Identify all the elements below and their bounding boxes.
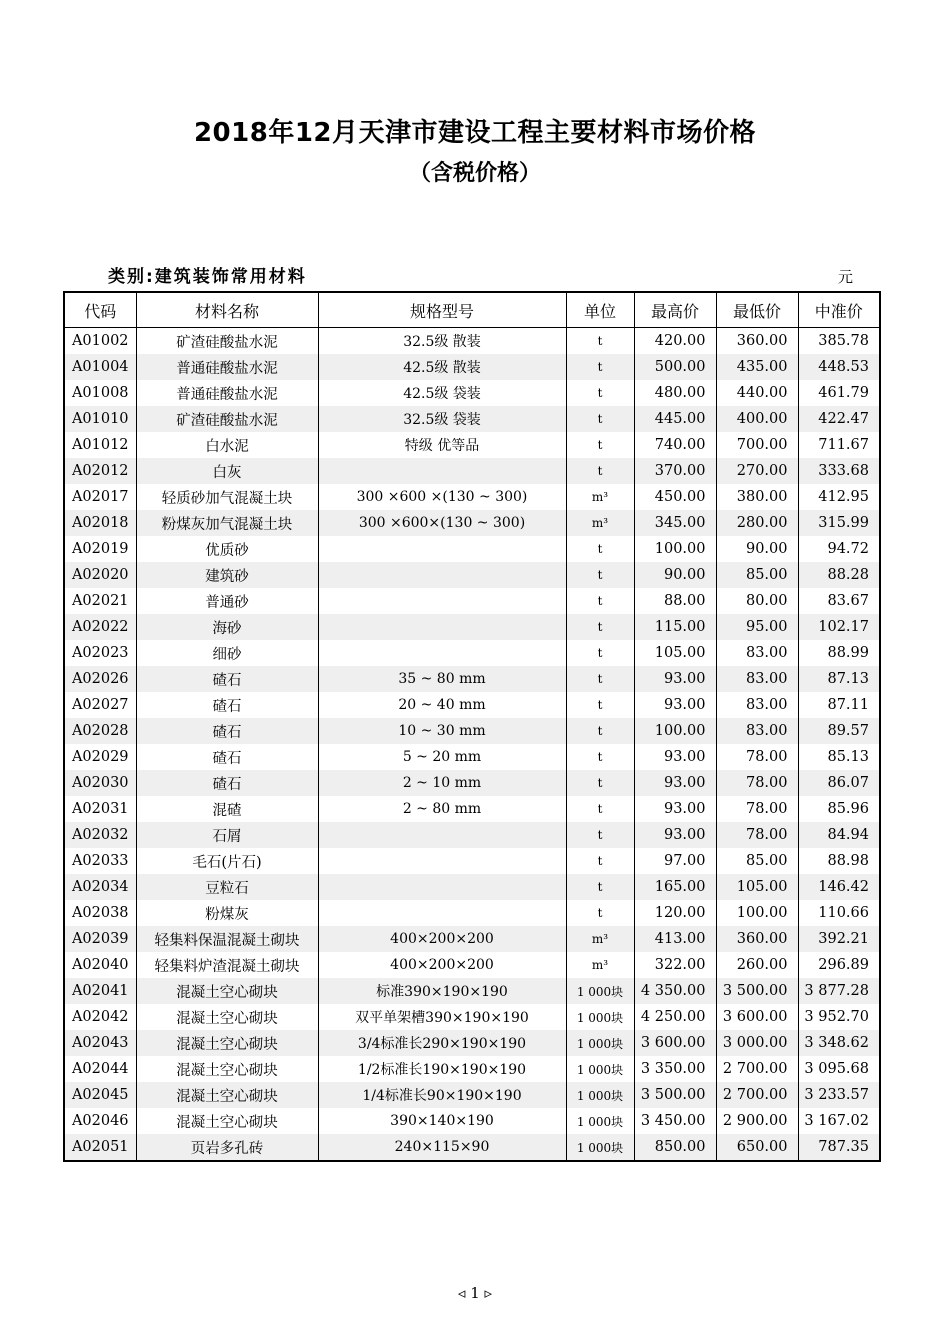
cell-min-price: 2 700.00 — [716, 1056, 798, 1082]
cell-median-price: 87.13 — [798, 666, 880, 692]
cell-min-price: 700.00 — [716, 432, 798, 458]
cell-code: A02040 — [71, 957, 129, 973]
cell-median-price: 83.67 — [798, 588, 880, 614]
table-row — [64, 588, 880, 614]
cell-median-price: 385.78 — [798, 328, 880, 355]
cell-material-name: 普通硅酸盐水泥 — [136, 380, 318, 406]
currency-unit-label: 元 — [838, 268, 854, 286]
cell-unit: 1 000块 — [566, 1004, 634, 1030]
cell-material-name: 混碴 — [136, 796, 318, 822]
cell-median-price: 3 952.70 — [798, 1004, 880, 1030]
cell-code: A02030 — [64, 770, 136, 796]
cell-material-name: 碴石 — [136, 770, 318, 796]
cell-unit: t — [566, 562, 634, 588]
cell-unit: t — [566, 640, 634, 666]
cell-median-price: 3 167.02 — [798, 1108, 880, 1134]
cell-min-price: 380.00 — [716, 484, 798, 510]
table-row — [64, 666, 880, 692]
cell-material-name: 混凝土空心砌块 — [136, 978, 318, 1004]
table-row — [64, 1056, 880, 1082]
cell-max-price: 3 600.00 — [634, 1030, 716, 1056]
cell-material-name: 混凝土空心砌块 — [136, 1082, 318, 1108]
table-row — [64, 432, 880, 458]
cell-max-price: 3 350.00 — [634, 1056, 716, 1082]
cell-max-price: 4 250.00 — [634, 1004, 716, 1030]
cell-spec: 300 ×600 ×(130 ~ 300) — [318, 484, 566, 510]
cell-max-price: 445.00 — [634, 406, 716, 432]
cell-code: A02012 — [64, 458, 136, 484]
cell-material-name: 白水泥 — [136, 432, 318, 458]
cell-spec — [318, 640, 566, 666]
cell-spec: 5 ~ 20 mm — [318, 744, 566, 770]
cell-code: A01002 — [71, 333, 129, 349]
cell-median-price: 3 877.28 — [798, 978, 880, 1004]
cell-median-price: 87.11 — [798, 692, 880, 718]
cell-unit: t — [566, 614, 634, 640]
cell-spec: 400×200×200 — [318, 926, 566, 952]
table-row — [64, 900, 880, 926]
cell-median-price: 412.95 — [798, 484, 880, 510]
cell-material-name: 混凝土空心砌块 — [136, 1108, 318, 1134]
cell-spec — [318, 848, 566, 874]
cell-code: A02027 — [71, 697, 129, 713]
cell-max-price: 450.00 — [634, 484, 716, 510]
table-row — [64, 1082, 880, 1108]
cell-unit: t — [566, 588, 634, 614]
table-row — [64, 328, 880, 355]
table-row — [64, 770, 880, 796]
cell-unit: m³ — [566, 952, 634, 978]
cell-median-price: 296.89 — [798, 952, 880, 978]
cell-unit: t — [566, 458, 634, 484]
cell-spec: 3/4标准长290×190×190 — [318, 1030, 566, 1056]
header-material-name: 材料名称 — [136, 292, 318, 328]
cell-unit: m³ — [566, 484, 634, 510]
cell-material-name: 页岩多孔砖 — [136, 1134, 318, 1161]
cell-material-name: 轻质砂加气混凝土块 — [136, 484, 318, 510]
cell-median-price: 333.68 — [798, 458, 880, 484]
cell-unit: t — [566, 796, 634, 822]
cell-min-price: 85.00 — [716, 848, 798, 874]
table-row — [64, 952, 880, 978]
cell-spec: 2 ~ 80 mm — [318, 796, 566, 822]
cell-max-price: 105.00 — [634, 640, 716, 666]
cell-spec: 1/2标准长190×190×190 — [318, 1056, 566, 1082]
cell-max-price: 93.00 — [634, 796, 716, 822]
cell-max-price: 93.00 — [634, 692, 716, 718]
cell-code: A02021 — [71, 593, 129, 609]
cell-spec: 240×115×90 — [318, 1134, 566, 1161]
cell-spec — [318, 900, 566, 926]
cell-median-price: 94.72 — [798, 536, 880, 562]
cell-max-price: 93.00 — [634, 770, 716, 796]
cell-spec: 35 ~ 80 mm — [318, 666, 566, 692]
table-row — [64, 874, 880, 900]
cell-min-price: 3 000.00 — [716, 1030, 798, 1056]
cell-min-price: 78.00 — [716, 796, 798, 822]
cell-spec — [318, 562, 566, 588]
cell-spec: 标准390×190×190 — [318, 978, 566, 1004]
cell-median-price: 787.35 — [798, 1134, 880, 1161]
table-row — [64, 406, 880, 432]
cell-unit: t — [566, 848, 634, 874]
cell-material-name: 建筑砂 — [136, 562, 318, 588]
cell-material-name: 石屑 — [136, 822, 318, 848]
cell-material-name: 矿渣硅酸盐水泥 — [136, 406, 318, 432]
cell-min-price: 270.00 — [716, 458, 798, 484]
table-row — [64, 380, 880, 406]
cell-median-price: 461.79 — [798, 380, 880, 406]
cell-spec: 42.5级 袋装 — [318, 380, 566, 406]
cell-unit: t — [566, 380, 634, 406]
cell-median-price: 422.47 — [798, 406, 880, 432]
page-title: 2018年12月天津市建设工程主要材料市场价格 — [193, 118, 757, 148]
table-row — [64, 1134, 880, 1161]
table-row — [64, 718, 880, 744]
cell-material-name: 混凝土空心砌块 — [136, 1056, 318, 1082]
cell-max-price: 480.00 — [634, 380, 716, 406]
header-max-price: 最高价 — [634, 292, 716, 328]
table-row — [64, 1108, 880, 1134]
cell-unit: t — [566, 666, 634, 692]
cell-material-name: 混凝土空心砌块 — [136, 1004, 318, 1030]
cell-max-price: 345.00 — [634, 510, 716, 536]
cell-max-price: 120.00 — [634, 900, 716, 926]
cell-unit: t — [566, 744, 634, 770]
cell-unit: t — [566, 406, 634, 432]
cell-material-name: 毛石(片石) — [136, 848, 318, 874]
cell-unit: t — [566, 692, 634, 718]
table-row — [64, 562, 880, 588]
cell-median-price: 85.13 — [798, 744, 880, 770]
cell-material-name: 细砂 — [136, 640, 318, 666]
cell-min-price: 80.00 — [716, 588, 798, 614]
cell-material-name: 海砂 — [136, 614, 318, 640]
cell-unit: t — [566, 328, 634, 355]
cell-code: A02039 — [64, 926, 136, 952]
cell-code: A02045 — [64, 1082, 136, 1108]
table-row — [64, 692, 880, 718]
cell-max-price: 500.00 — [634, 354, 716, 380]
cell-min-price: 2 900.00 — [716, 1108, 798, 1134]
cell-min-price: 435.00 — [716, 354, 798, 380]
cell-min-price: 78.00 — [716, 744, 798, 770]
cell-min-price: 83.00 — [716, 692, 798, 718]
cell-code: A01004 — [64, 354, 136, 380]
cell-min-price: 100.00 — [716, 900, 798, 926]
cell-unit: t — [566, 900, 634, 926]
cell-code: A02044 — [71, 1061, 129, 1077]
price-table — [63, 291, 881, 1162]
header-unit: 单位 — [566, 292, 634, 328]
cell-code: A02017 — [71, 489, 129, 505]
table-body — [64, 328, 880, 1162]
cell-spec: 32.5级 袋装 — [318, 406, 566, 432]
cell-code: A02043 — [64, 1030, 136, 1056]
cell-unit: t — [566, 432, 634, 458]
cell-max-price: 420.00 — [634, 328, 716, 355]
cell-unit: t — [566, 354, 634, 380]
cell-median-price: 146.42 — [798, 874, 880, 900]
cell-spec: 1/4标准长90×190×190 — [318, 1082, 566, 1108]
cell-min-price: 105.00 — [716, 874, 798, 900]
cell-material-name: 白灰 — [136, 458, 318, 484]
cell-min-price: 95.00 — [716, 614, 798, 640]
cell-material-name: 碴石 — [136, 718, 318, 744]
cell-unit: t — [566, 822, 634, 848]
cell-material-name: 轻集料炉渣混凝土砌块 — [136, 952, 318, 978]
table-row — [64, 926, 880, 952]
cell-material-name: 碴石 — [136, 666, 318, 692]
cell-max-price: 97.00 — [634, 848, 716, 874]
cell-median-price: 315.99 — [798, 510, 880, 536]
cell-material-name: 碴石 — [136, 744, 318, 770]
cell-median-price: 392.21 — [798, 926, 880, 952]
cell-max-price: 90.00 — [634, 562, 716, 588]
cell-min-price: 3 600.00 — [716, 1004, 798, 1030]
cell-spec: 42.5级 散装 — [318, 354, 566, 380]
cell-code: A02019 — [71, 541, 129, 557]
cell-material-name: 轻集料保温混凝土砌块 — [136, 926, 318, 952]
cell-max-price: 322.00 — [634, 952, 716, 978]
cell-unit: 1 000块 — [566, 1134, 634, 1161]
cell-min-price: 360.00 — [716, 926, 798, 952]
cell-code: A02023 — [71, 645, 129, 661]
cell-unit: 1 000块 — [566, 978, 634, 1004]
cell-unit: 1 000块 — [566, 1082, 634, 1108]
cell-median-price: 85.96 — [798, 796, 880, 822]
cell-max-price: 370.00 — [634, 458, 716, 484]
cell-median-price: 88.28 — [798, 562, 880, 588]
cell-min-price: 260.00 — [716, 952, 798, 978]
cell-max-price: 93.00 — [634, 822, 716, 848]
cell-unit: t — [566, 874, 634, 900]
table-row — [64, 1004, 880, 1030]
cell-min-price: 2 700.00 — [716, 1082, 798, 1108]
header-min-price: 最低价 — [716, 292, 798, 328]
cell-min-price: 83.00 — [716, 640, 798, 666]
table-header-row — [64, 292, 880, 328]
cell-max-price: 115.00 — [634, 614, 716, 640]
table-row — [64, 744, 880, 770]
cell-max-price: 3 450.00 — [634, 1108, 716, 1134]
table-row — [64, 822, 880, 848]
cell-median-price: 110.66 — [798, 900, 880, 926]
cell-material-name: 普通砂 — [136, 588, 318, 614]
cell-median-price: 88.99 — [798, 640, 880, 666]
category-label: 类别:建筑装饰常用材料 — [108, 267, 307, 287]
cell-median-price: 3 348.62 — [798, 1030, 880, 1056]
cell-material-name: 优质砂 — [136, 536, 318, 562]
cell-max-price: 88.00 — [634, 588, 716, 614]
cell-median-price: 88.98 — [798, 848, 880, 874]
table-row — [64, 640, 880, 666]
cell-max-price: 740.00 — [634, 432, 716, 458]
cell-unit: t — [566, 718, 634, 744]
cell-material-name: 普通硅酸盐水泥 — [136, 354, 318, 380]
cell-median-price: 102.17 — [798, 614, 880, 640]
cell-spec: 400×200×200 — [318, 952, 566, 978]
table-row — [64, 484, 880, 510]
cell-code: A02032 — [64, 822, 136, 848]
cell-code: A02020 — [64, 562, 136, 588]
header-spec: 规格型号 — [318, 292, 566, 328]
cell-max-price: 850.00 — [634, 1134, 716, 1161]
cell-spec: 20 ~ 40 mm — [318, 692, 566, 718]
cell-spec — [318, 614, 566, 640]
cell-spec: 特级 优等品 — [318, 432, 566, 458]
cell-unit: m³ — [566, 926, 634, 952]
cell-min-price: 400.00 — [716, 406, 798, 432]
cell-spec: 双平单架槽390×190×190 — [318, 1004, 566, 1030]
cell-spec — [318, 588, 566, 614]
table-row — [64, 510, 880, 536]
table-row — [64, 796, 880, 822]
cell-max-price: 413.00 — [634, 926, 716, 952]
cell-min-price: 83.00 — [716, 666, 798, 692]
cell-median-price: 89.57 — [798, 718, 880, 744]
table-row — [64, 1030, 880, 1056]
cell-min-price: 85.00 — [716, 562, 798, 588]
cell-max-price: 93.00 — [634, 744, 716, 770]
page-subtitle: （含税价格） — [408, 161, 541, 186]
cell-max-price: 165.00 — [634, 874, 716, 900]
cell-material-name: 豆粒石 — [136, 874, 318, 900]
cell-code: A02034 — [64, 874, 136, 900]
cell-material-name: 粉煤灰加气混凝土块 — [136, 510, 318, 536]
cell-max-price: 100.00 — [634, 718, 716, 744]
cell-median-price: 3 233.57 — [798, 1082, 880, 1108]
cell-median-price: 84.94 — [798, 822, 880, 848]
cell-min-price: 3 500.00 — [716, 978, 798, 1004]
cell-min-price: 440.00 — [716, 380, 798, 406]
cell-unit: 1 000块 — [566, 1108, 634, 1134]
table-row — [64, 354, 880, 380]
cell-min-price: 90.00 — [716, 536, 798, 562]
table-row — [64, 614, 880, 640]
cell-material-name: 矿渣硅酸盐水泥 — [136, 328, 318, 355]
cell-min-price: 78.00 — [716, 822, 798, 848]
cell-min-price: 83.00 — [716, 718, 798, 744]
cell-unit: t — [566, 770, 634, 796]
cell-unit: t — [566, 536, 634, 562]
cell-spec: 300 ×600×(130 ~ 300) — [318, 510, 566, 536]
cell-max-price: 3 500.00 — [634, 1082, 716, 1108]
cell-min-price: 360.00 — [716, 328, 798, 355]
cell-spec — [318, 874, 566, 900]
cell-median-price: 86.07 — [798, 770, 880, 796]
cell-unit: 1 000块 — [566, 1056, 634, 1082]
cell-spec — [318, 822, 566, 848]
cell-material-name: 粉煤灰 — [136, 900, 318, 926]
cell-spec: 390×140×190 — [318, 1108, 566, 1134]
cell-median-price: 448.53 — [798, 354, 880, 380]
cell-max-price: 93.00 — [634, 666, 716, 692]
cell-spec: 2 ~ 10 mm — [318, 770, 566, 796]
cell-max-price: 100.00 — [634, 536, 716, 562]
header-code: 代码 — [64, 292, 136, 328]
cell-median-price: 3 095.68 — [798, 1056, 880, 1082]
cell-spec: 32.5级 散装 — [318, 328, 566, 355]
cell-min-price: 78.00 — [716, 770, 798, 796]
header-median-price: 中准价 — [798, 292, 880, 328]
cell-material-name: 碴石 — [136, 692, 318, 718]
cell-code: A02041 — [64, 978, 136, 1004]
cell-max-price: 4 350.00 — [634, 978, 716, 1004]
cell-spec — [318, 458, 566, 484]
cell-code: A01008 — [71, 385, 129, 401]
page-number: ◃ 1 ▹ — [457, 1284, 493, 1302]
table-row — [64, 458, 880, 484]
cell-code: A02042 — [71, 1009, 129, 1025]
cell-spec — [318, 536, 566, 562]
cell-code: A02031 — [71, 801, 129, 817]
cell-unit: 1 000块 — [566, 1030, 634, 1056]
cell-code: A02026 — [64, 666, 136, 692]
cell-code: A02029 — [71, 749, 129, 765]
table-row — [64, 536, 880, 562]
cell-spec: 10 ~ 30 mm — [318, 718, 566, 744]
cell-code: A02038 — [71, 905, 129, 921]
cell-code: A02018 — [64, 510, 136, 536]
table-row — [64, 848, 880, 874]
cell-median-price: 711.67 — [798, 432, 880, 458]
cell-material-name: 混凝土空心砌块 — [136, 1030, 318, 1056]
cell-code: A02028 — [64, 718, 136, 744]
table-row — [64, 978, 880, 1004]
cell-min-price: 650.00 — [716, 1134, 798, 1161]
cell-code: A02046 — [71, 1113, 129, 1129]
cell-code: A02022 — [64, 614, 136, 640]
cell-code: A02051 — [64, 1134, 136, 1161]
cell-code: A01010 — [64, 406, 136, 432]
cell-min-price: 280.00 — [716, 510, 798, 536]
cell-code: A01012 — [71, 437, 129, 453]
cell-unit: m³ — [566, 510, 634, 536]
cell-code: A02033 — [71, 853, 129, 869]
